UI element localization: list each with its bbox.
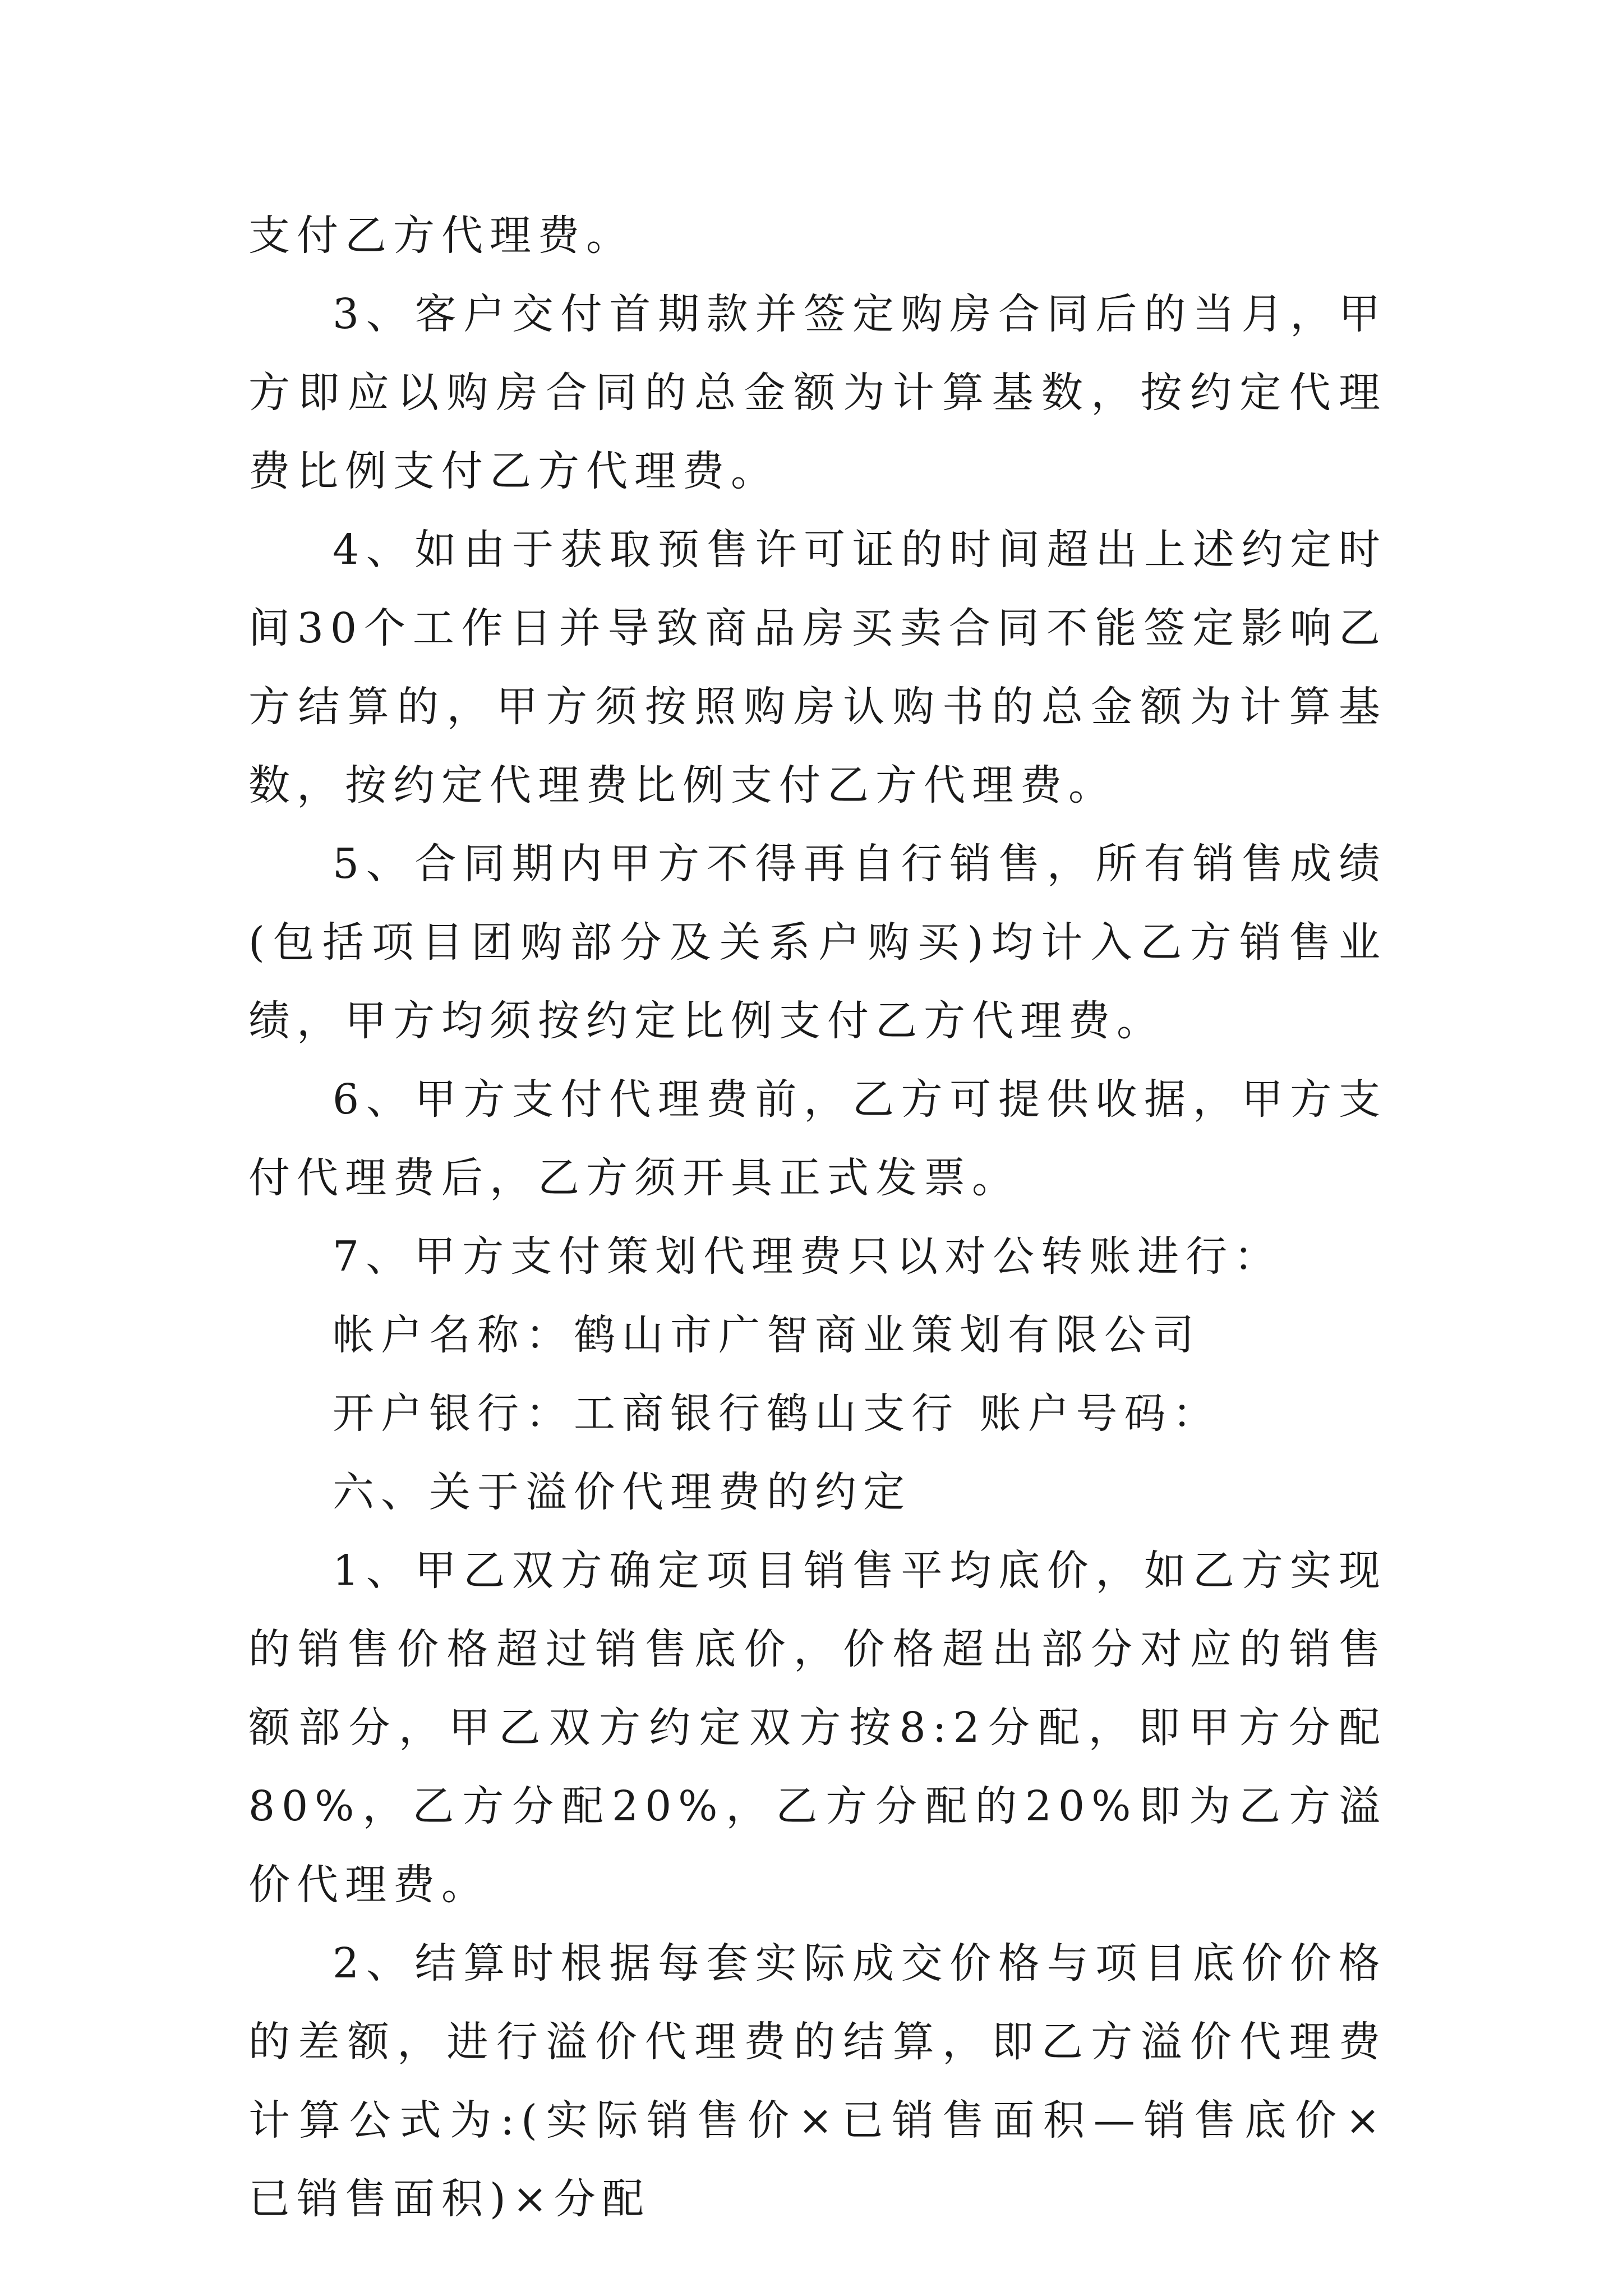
paragraph-2: 3、客户交付首期款并签定购房合同后的当月，甲方即应以购房合同的总金额为计算基数，按约定代理费比例支付乙方代理费。	[248, 290, 1387, 495]
paragraph-11: 2、结算时根据每套实际成交价格与项目底价价格的差额，进行溢价代理费的结算，即乙方溢价代理费计算公式为:(实际销售价×已销售面积—销售底价×已销售面积)×分配	[248, 1939, 1387, 2223]
section-heading: 六、关于溢价代理费的约定	[333, 1468, 911, 1516]
paragraph-3: 4、如由于获取预售许可证的时间超出上述约定时间30个工作日并导致商品房买卖合同不能签定影响乙方结算的，甲方须按照购房认购书的总金额为计算基数，按约定代理费比例支付乙方代理费。	[248, 526, 1387, 809]
paragraph-5: 6、甲方支付代理费前，乙方可提供收据，甲方支付代理费后，乙方须开具正式发票。	[248, 1075, 1387, 1202]
paragraph-4: 5、合同期内甲方不得再自行销售，所有销售成绩(包括项目团购部分及关系户购买)均计入乙方销售业绩，甲方均须按约定比例支付乙方代理费。	[248, 840, 1387, 1045]
document-body	[248, 196, 1387, 2238]
paragraph-6: 7、甲方支付策划代理费只以对公转账进行：	[333, 1232, 1283, 1281]
bank-line: 开户银行：工商银行鹤山支行 账户号码：	[333, 1389, 1221, 1438]
account-name-line: 帐户名称：鹤山市广智商业策划有限公司	[333, 1311, 1201, 1359]
paragraph-1: 支付乙方代理费。	[248, 211, 634, 260]
paragraph-10: 1、甲乙双方确定项目销售平均底价，如乙方实现的销售价格超过销售底价，价格超出部分对应的销售额部分，甲乙双方约定双方按8:2分配，即甲方分配80%，乙方分配20%，乙方分配的20%即为乙方溢价代理费。	[248, 1547, 1387, 1909]
